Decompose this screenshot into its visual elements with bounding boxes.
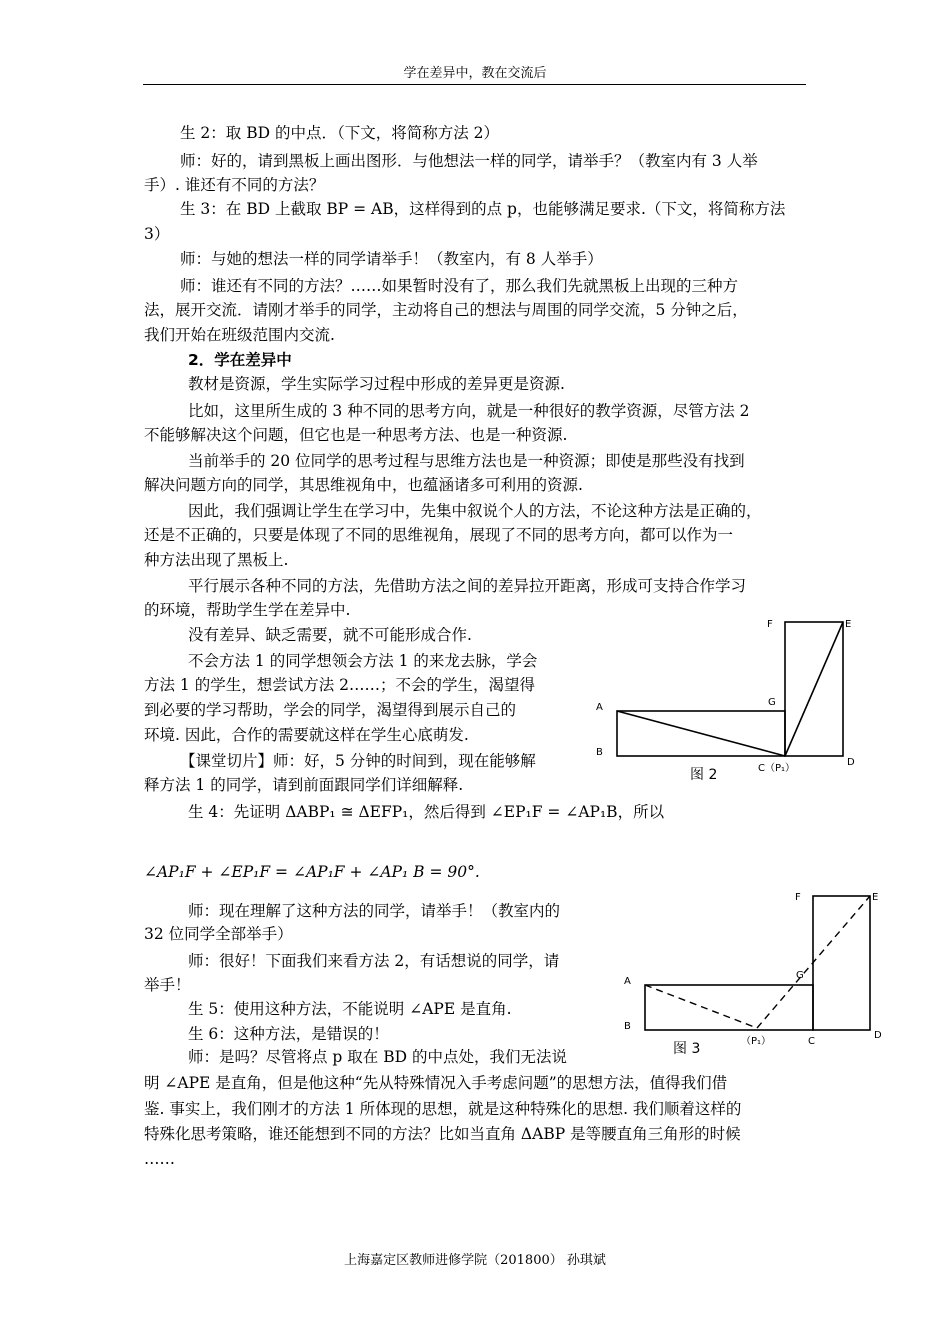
text-line: 32 位同学全部举手） xyxy=(144,925,293,943)
text-line: …… xyxy=(144,1150,175,1168)
text-line: 比如，这里所生成的 3 种不同的思考方向，就是一种很好的教学资源，尽管方法 2 xyxy=(188,402,750,420)
text-line: 教材是资源，学生实际学习过程中形成的差异更是资源. xyxy=(188,375,565,393)
text-line: 生 2：取 BD 的中点．（下文，将简称方法 2） xyxy=(180,124,500,142)
page-header: 学在差异中，教在交流后 xyxy=(403,66,547,81)
label-f: F xyxy=(795,892,801,903)
figure-2 xyxy=(590,610,860,790)
text-line: 生 3：在 BD 上截取 BP = AB，这样得到的点 p，也能够满足要求.（下文，将简称方法 xyxy=(180,200,786,218)
text-line: 【课堂切片】师：好，5 分钟的时间到，现在能够解 xyxy=(180,752,536,770)
text-line: 举手！ xyxy=(144,976,191,994)
label-p: （P₁） xyxy=(741,1036,772,1047)
label-c: C（P₁） xyxy=(758,763,796,774)
text-line: 明 ∠APE 是直角，但是他这种“先从特殊情况入手考虑问题”的思想方法，值得我们借 xyxy=(144,1074,728,1092)
text-line: 种方法出现了黑板上. xyxy=(144,551,289,569)
text-line: 环境. 因此，合作的需要就这样在学生心底萌发. xyxy=(144,726,469,744)
figure-3 xyxy=(615,883,890,1058)
figure-2-diagram xyxy=(590,610,860,790)
label-b: B xyxy=(596,747,603,758)
text-line: 到必要的学习帮助，学会的同学，渴望得到展示自己的 xyxy=(144,701,517,719)
label-f: F xyxy=(767,619,773,630)
text-line: 3） xyxy=(144,225,170,243)
text-line: 还是不正确的，只要是体现了不同的思维视角，展现了不同的思考方向，都可以作为一 xyxy=(144,526,734,544)
text-line: 释方法 1 的同学，请到前面跟同学们详细解释. xyxy=(144,776,464,794)
text-line: 法，展开交流．请刚才举手的同学，主动将自己的想法与周围的同学交流，5 分钟之后， xyxy=(144,301,748,319)
text-line: 当前举手的 20 位同学的思考过程与思维方法也是一种资源；即使是那些没有找到 xyxy=(188,452,745,470)
figure-3-diagram xyxy=(615,883,890,1058)
text-line: 平行展示各种不同的方法，先借助方法之间的差异拉开距离，形成可支持合作学习 xyxy=(188,577,747,595)
text-line: 师：是吗？尽管将点 p 取在 BD 的中点处，我们无法说 xyxy=(188,1048,567,1066)
text-line: 生 5：使用这种方法，不能说明 ∠APE 是直角. xyxy=(188,1000,512,1018)
text-line: 手）. 谁还有不同的方法？ xyxy=(144,176,325,194)
label-e: E xyxy=(845,619,852,630)
label-c: C xyxy=(808,1036,815,1047)
segment-ap xyxy=(617,711,785,756)
section-heading: 2．学在差异中 xyxy=(188,351,292,369)
text-line: 师：好的，请到黑板上画出图形．与他想法一样的同学，请举手？（教室内有 3 人举 xyxy=(180,152,758,170)
text-line: 没有差异、缺乏需要，就不可能形成合作. xyxy=(188,626,472,644)
label-d: D xyxy=(847,757,855,768)
text-line: 特殊化思考策略，谁还能想到不同的方法？比如当直角 ΔABP 是等腰直角三角形的时候 xyxy=(144,1125,741,1143)
label-g: G xyxy=(796,970,804,981)
text-line: 的环境，帮助学生学在差异中. xyxy=(144,601,351,619)
rectangle-cdef xyxy=(813,896,870,1030)
text-line: 我们开始在班级范围内交流. xyxy=(144,326,335,344)
label-d: D xyxy=(874,1030,882,1041)
formula-line: ∠AP₁F + ∠EP₁F = ∠AP₁F + ∠AP₁ B = 90°. xyxy=(144,863,480,881)
header-rule xyxy=(143,84,806,85)
segment-ap-dashed xyxy=(645,985,757,1028)
text-line: 不能够解决这个问题，但它也是一种思考方法、也是一种资源. xyxy=(144,426,568,444)
text-line: 鉴. 事实上，我们刚才的方法 1 所体现的思想，就是这种特殊化的思想. 我们顺着这样的 xyxy=(144,1100,742,1118)
text-line: 师：很好！下面我们来看方法 2，有话想说的同学，请 xyxy=(188,952,560,970)
label-e: E xyxy=(872,892,879,903)
figure-3-caption: 图 3 xyxy=(673,1041,701,1057)
text-line: 师：谁还有不同的方法？……如果暂时没有了，那么我们先就黑板上出现的三种方 xyxy=(180,277,739,295)
label-a: A xyxy=(624,976,631,987)
text-line: 师：现在理解了这种方法的同学，请举手！（教室内的 xyxy=(188,902,561,920)
label-g: G xyxy=(768,697,776,708)
text-line: 生 4：先证明 ΔABP₁ ≅ ΔEFP₁，然后得到 ∠EP₁F = ∠AP₁B，所以 xyxy=(188,803,665,821)
rectangle-abcg xyxy=(645,985,813,1030)
text-line: 解决问题方向的同学，其思维视角中，也蕴涵诸多可利用的资源. xyxy=(144,476,583,494)
text-line: 因此，我们强调让学生在学习中，先集中叙说个人的方法，不论这种方法是正确的， xyxy=(188,502,762,520)
figure-2-caption: 图 2 xyxy=(690,767,718,783)
text-line: 生 6：这种方法，是错误的！ xyxy=(188,1025,389,1043)
label-b: B xyxy=(624,1021,631,1032)
page-footer: 上海嘉定区教师进修学院（201800） 孙琪斌 xyxy=(344,1253,606,1268)
text-line: 师：与她的想法一样的同学请举手！（教室内，有 8 人举手） xyxy=(180,250,603,268)
text-line: 不会方法 1 的同学想领会方法 1 的来龙去脉，学会 xyxy=(188,652,538,670)
segment-pe xyxy=(785,622,843,756)
label-a: A xyxy=(596,702,603,713)
text-line: 方法 1 的学生，想尝试方法 2……；不会的学生，渴望得 xyxy=(144,676,536,694)
